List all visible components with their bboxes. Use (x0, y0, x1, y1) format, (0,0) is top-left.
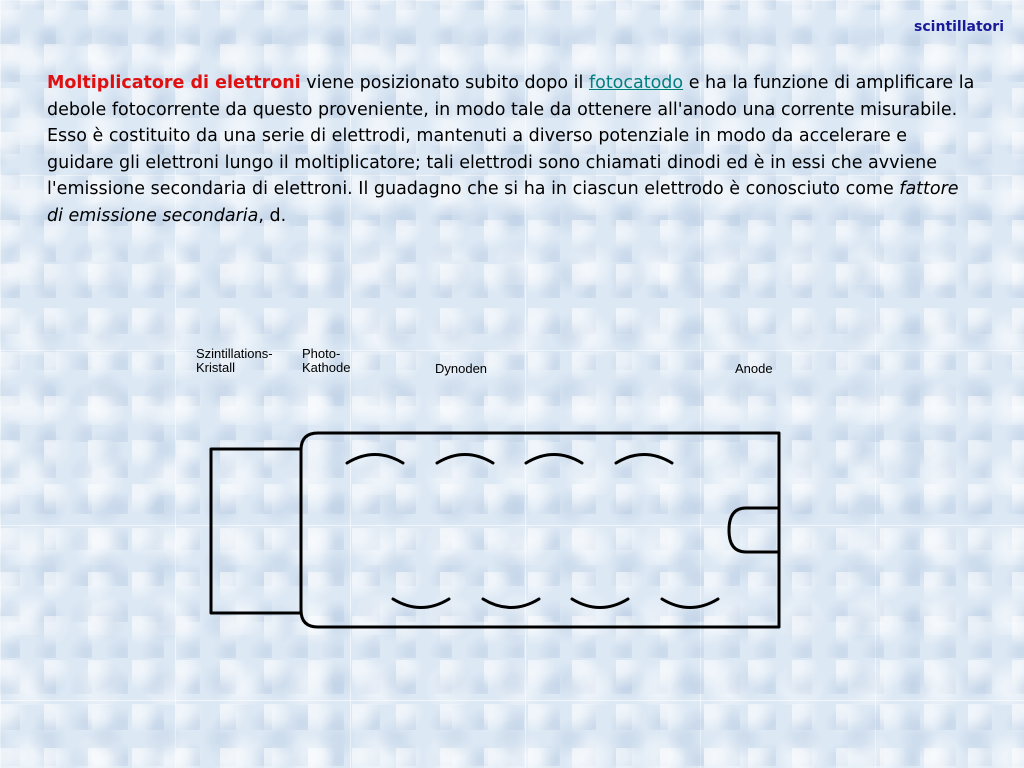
anode-shape (729, 508, 779, 552)
dynode-top (526, 455, 582, 464)
paragraph-text: viene posizionato subito dopo il (300, 73, 589, 93)
dynode-bottom (483, 599, 539, 608)
label-crystal (196, 347, 273, 375)
label-crystal-line1: Szintillations- (196, 346, 273, 361)
dynode-bottom (572, 599, 628, 608)
term-highlight: Moltiplicatore di elettroni (47, 73, 301, 93)
label-cathode-line1: Photo- (302, 346, 341, 361)
dynode-bottom (662, 599, 718, 608)
fotocatodo-link[interactable]: fotocatodo (588, 73, 684, 93)
scintillation-crystal (211, 449, 301, 613)
dynode-top (347, 455, 403, 464)
italic-term: fattore di emissione secondaria (47, 179, 959, 226)
label-cathode-line2: Kathode (302, 360, 351, 375)
dynode-top (616, 455, 672, 464)
label-crystal-line2: Kristall (196, 360, 236, 375)
dynode-bottom (393, 599, 449, 608)
label-anode: Anode (735, 361, 773, 376)
dynode-top (437, 455, 493, 464)
label-photocathode (302, 347, 350, 375)
paragraph-text: e ha la funzione di amplificare la debole fotocorrente da questo proveniente, in modo tale da ottenere all'anodo una corrente misurabile. (47, 73, 975, 120)
label-dynodes: Dynoden (435, 361, 488, 376)
slide-topic: scintillatori (914, 19, 1004, 35)
paragraph-text: , d. (258, 205, 287, 226)
paragraph-text: Esso è costituito da una serie di elettrodi, mantenuti a diverso potenziale in modo da accelerare e guidare gli elettroni lungo il moltiplicatore; tali elettrodi sono chiamati dinodi ed è in essi che avviene l'emissione secondaria di elettroni. Il guadagno che si ha in ciascun elettrodo è conosciuto come (47, 126, 937, 199)
